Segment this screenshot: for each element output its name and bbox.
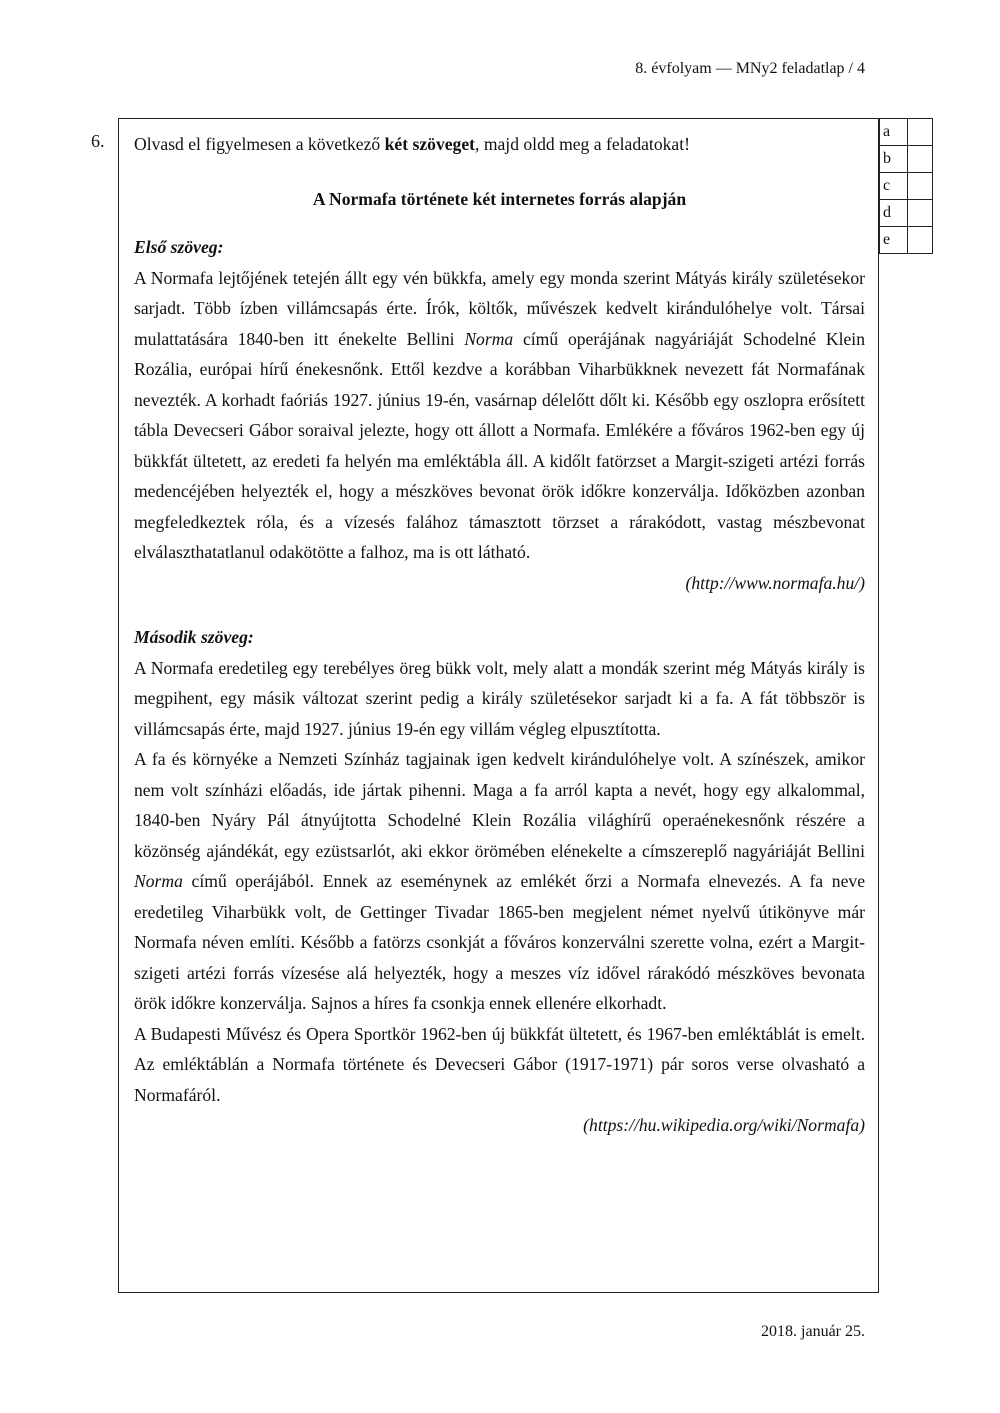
second-text-paragraph-3: A Budapesti Művész és Opera Sportkör 1962-ben új bükkfát ültetett, és 1967-ben emléktáblát is emelt. Az emléktáblán a Normafa története és Devecseri Gábor (1917-1971) pár soros verse olvasható a Normafáról.	[134, 1023, 865, 1105]
first-text-opera-title: Norma	[464, 328, 514, 349]
score-row-e	[880, 227, 933, 254]
score-row-b	[880, 146, 933, 173]
page-header: 8. évfolyam — MNy2 feladatlap / 4	[635, 60, 865, 77]
score-label: b	[880, 146, 908, 173]
first-text-part-2: című operájának nagyáriáját Schodelné Klein Rozália, európai hírű énekesnőnk. Ettől kezdve a korábban Viharbükknek nevezett fát Normafának nevezték. A korhadt faóriás 1927. június 19-én, vasárnap délelőtt dőlt ki. Később egy oszlopra erősített tábla Devecseri Gábor soraival jelezte, hogy ott állott a Normafa. Emlékére a főváros 1962-ben egy új bükkfát ültetett, az eredeti fa helyén ma emléktábla áll. A kidőlt fatörzset a Margit-szigeti artézi forrás medencéjében helyezték el, hogy a mészköves bevonat örök időkre konzerválja. Időközben azonban megfeledkeztek róla, és a vízesés falához támasztott törzset a rárakódott, vastag mészbevonat elválaszthatatlanul odakötötte a falhoz, ma is ott látható.	[134, 328, 865, 562]
second-text-heading: Második szöveg:	[134, 627, 254, 647]
first-text-source: (http://www.normafa.hu/)	[685, 572, 865, 593]
score-box[interactable]	[908, 173, 933, 200]
first-text-part-1: A Normafa lejtőjének tetején állt egy vén bükkfa, amely egy monda szerint Mátyás király születésekor sarjadt. Több ízben villámcsapás érte. Írók, költők, művészek kedvelt kirándulóhelye volt. Társai mulattatására 1840-ben itt énekelte Bellini	[134, 267, 865, 349]
score-label: e	[880, 227, 908, 254]
score-row-c	[880, 173, 933, 200]
first-text-paragraph	[134, 263, 865, 568]
task-content	[134, 129, 865, 1141]
score-row-d	[880, 200, 933, 227]
instruction-text-start: Olvasd el figyelmesen a következő	[134, 134, 385, 154]
task-instruction	[134, 129, 865, 160]
score-box[interactable]	[908, 146, 933, 173]
second-text-part-1: A fa és környéke a Nemzeti Színház tagjainak igen kedvelt kirándulóhelye volt. A színészek, amikor nem volt színházi előadás, ide jártak pihenni. Maga a fa arról kapta a nevét, hogy egy alkalommal, 1840-ben Nyáry Pál átnyújtotta Schodelné Klein Rozália világhírű operaénekesnőnk részére a közönség ajándékát, egy ezüstsarlót, aki ekkor örömében elénekelte a címszereplő nagyáriáját Bellini	[134, 749, 865, 861]
score-box[interactable]	[908, 200, 933, 227]
score-table	[879, 118, 933, 254]
score-box[interactable]	[908, 227, 933, 254]
page-footer-date: 2018. január 25.	[761, 1323, 865, 1340]
task-box	[118, 118, 879, 1293]
second-text-paragraph-1: A Normafa eredetileg egy terebélyes öreg bükk volt, mely alatt a mondák szerint még Mátyás király is megpihent, egy másik változat szerint pedig a király születésekor sarjadt ki a fa. A fát többször is villámcsapás érte, majd 1927. június 19-én egy villám végleg elpusztította.	[134, 657, 865, 739]
instruction-emphasis: két szöveget	[384, 134, 476, 154]
first-text-heading: Első szöveg:	[134, 237, 224, 257]
second-text-source: (https://hu.wikipedia.org/wiki/Normafa)	[583, 1115, 865, 1135]
instruction-text-end: , majd oldd meg a feladatokat!	[475, 134, 690, 154]
score-box[interactable]	[908, 119, 933, 146]
task-number: 6.	[91, 131, 105, 151]
text-title: A Normafa története két internetes forrás alapján	[312, 188, 687, 209]
second-text-paragraph-2	[134, 744, 865, 1019]
section-spacer	[134, 598, 865, 622]
second-text-opera-title: Norma	[134, 871, 183, 891]
score-label: a	[880, 119, 908, 146]
score-label: c	[880, 173, 908, 200]
score-label: d	[880, 200, 908, 227]
second-text-part-2: című operájából. Ennek az eseménynek az emlékét őrzi a Normafa elnevezés. A fa neve eredetileg Viharbükk volt, de Gettinger Tivadar 1865-ben megjelent német nyelvű útikönyve már Normafa néven említi. Később a fatörzs csonkját a főváros konzerválni szerette volna, ezért a Margit-szigeti artézi forrás vízesése alá helyezték, hogy a meszes víz idővel rárakódó mészköves bevonata örök időkre konzerválja. Sajnos a híres fa csonkja ennek ellenére elkorhadt.	[134, 871, 865, 1013]
score-row-a	[880, 119, 933, 146]
